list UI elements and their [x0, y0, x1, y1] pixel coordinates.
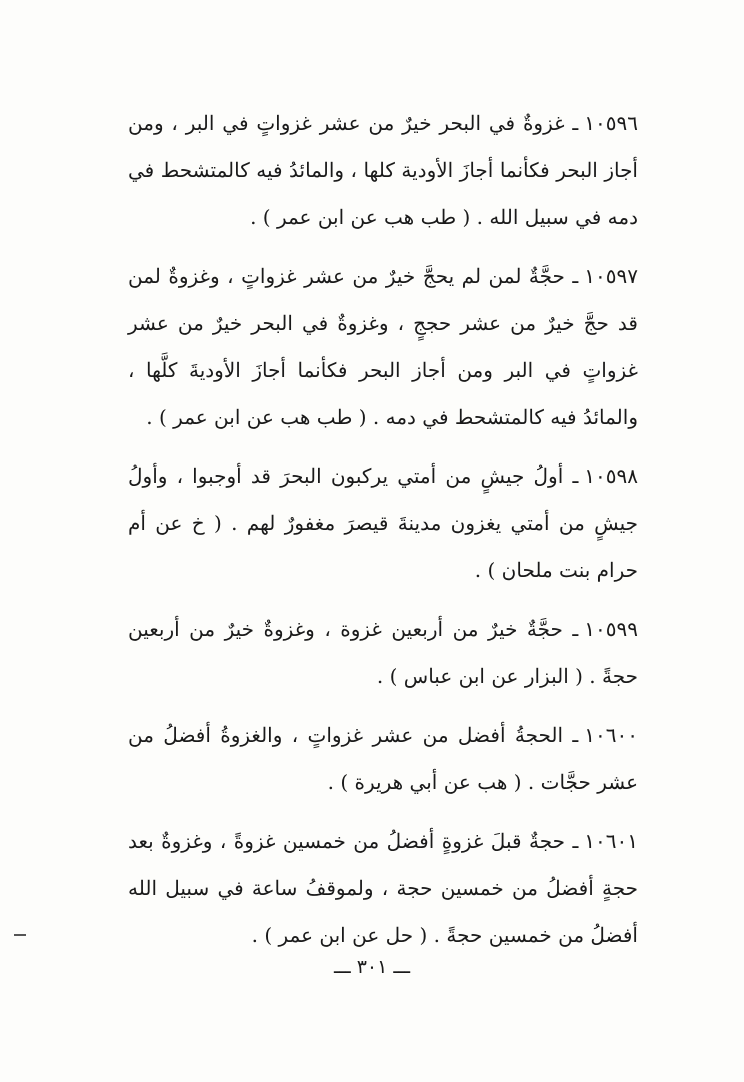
hadith-10596	[128, 100, 638, 241]
hadith-10598	[128, 453, 638, 594]
hadith-text: حجَّةٌ لمن لم يحجَّ خيرٌ من عشر غزواتٍ ، وغزوةٌ لمن قد حجَّ خيرٌ من عشر حججٍ ، وغزوةٌ في البحر خيرٌ من عشر غزواتٍ في البر ومن أجاز البحر فكأنما أجازَ الأوديةَ كلَّها ، والمائدُ فيه كالمتشحط في دمه . ( طب هب عن ابن عمر ) .	[128, 264, 638, 429]
hadith-text: حجةٌ قبلَ غزوةٍ أفضلُ من خمسين غزوةً ، وغزوةٌ بعد حجةٍ أفضلُ من خمسين حجة ، ولموقفُ ساعة في سبيل الله أفضلُ من خمسين حجةً . ( حل عن ابن عمر ) .	[128, 829, 638, 947]
hadith-separator: ـ	[572, 264, 579, 288]
hadith-number: ١٠٦٠٠	[584, 723, 638, 747]
hadith-10600	[128, 712, 638, 806]
page-number: ـــ ٣٠١ ـــ	[333, 956, 411, 978]
hadith-text: أولُ جيشٍ من أمتي يركبون البحرَ قد أوجبوا ، وأولُ جيشٍ من أمتي يغزون مدينةَ قيصرَ مغفورٌ لهم . ( خ عن أم حرام بنت ملحان ) .	[128, 464, 638, 582]
hadith-text: غزوةٌ في البحر خيرٌ من عشر غزواتٍ في البر ، ومن أجاز البحر فكأنما أجازَ الأودية كلها ، والمائدُ فيه كالمتشحط في دمه في سبيل الله . ( طب هب عن ابن عمر ) .	[128, 111, 638, 229]
hadith-text: حجَّةٌ خيرٌ من أربعين غزوة ، وغزوةٌ خيرٌ من أربعين حجةً . ( البزار عن ابن عباس ) .	[128, 617, 638, 688]
hadith-separator: ـ	[572, 617, 579, 641]
hadith-10601	[128, 818, 638, 959]
hadith-number: ١٠٥٩٩	[584, 617, 638, 641]
hadith-number: ١٠٥٩٨	[584, 464, 639, 488]
hadith-separator: ـ	[572, 829, 579, 853]
hadith-separator: ـ	[572, 464, 579, 488]
hadith-number: ١٠٥٩٧	[584, 264, 638, 288]
margin-dash	[14, 934, 26, 936]
hadith-list	[128, 100, 638, 971]
hadith-number: ١٠٥٩٦	[584, 111, 638, 135]
hadith-10599	[128, 606, 638, 700]
hadith-separator: ـ	[572, 111, 579, 135]
hadith-separator: ـ	[572, 723, 579, 747]
hadith-text: الحجةُ أفضل من عشر غزواتٍ ، والغزوةُ أفضلُ من عشر حجَّات . ( هب عن أبي هريرة ) .	[128, 723, 638, 794]
hadith-number: ١٠٦٠١	[584, 829, 639, 853]
hadith-10597	[128, 253, 638, 441]
